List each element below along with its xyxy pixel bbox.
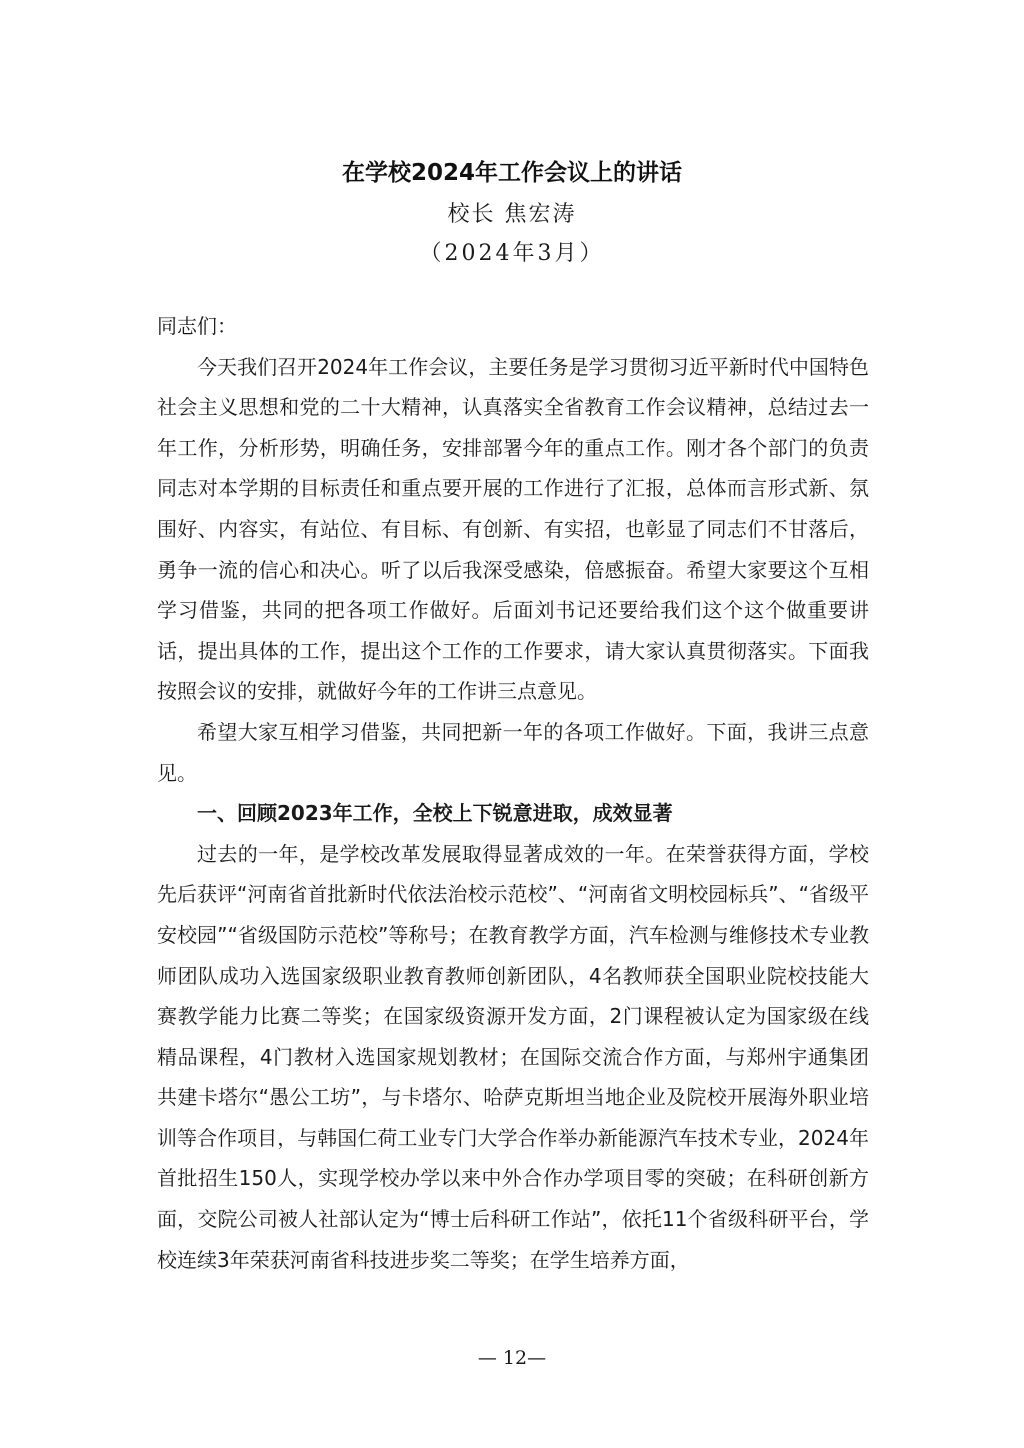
speech-date: （2024年3月） — [419, 241, 605, 266]
page-number: — 12— — [477, 1347, 547, 1369]
salutation: 同志们： — [157, 314, 237, 338]
speech-body — [157, 306, 869, 1280]
body-paragraph-1: 今天我们召开2024年工作会议，主要任务是学习贯彻习近平新时代中国特色社会主义思想和党的二十大精神，认真落实全省教育工作会议精神，总结过去一年工作，分析形势，明确任务，安排部署今年的重点工作。刚才各个部门的负责同志对本学期的目标责任和重点要开展的工作进行了汇报，总体而言形式新、氛围好、内容实，有站位、有目标、有创新、有实招，也彰显了同志们不甘落后，勇争一流的信心和决心。听了以后我深受感染，倍感振奋。希望大家要这个互相学习借鉴，共同的把各项工作做好。后面刘书记还要给我们这个这个做重要讲话，提出具体的工作，提出这个工作的工作要求，请大家认真贯彻落实。下面我按照会议的安排，就做好今年的工作讲三点意见。 — [157, 354, 869, 704]
section-heading: 一、回顾2023年工作，全校上下锐意进取，成效显著 — [197, 801, 673, 826]
section-paragraph: 过去的一年，是学校改革发展取得显著成效的一年。在荣誉获得方面，学校先后获评“河南省首批新时代依法治校示范校”、“河南省文明校园标兵”、“省级平安校园”“省级国防示范校”等称号；在教育教学方面，汽车检测与维修技术专业教师团队成功入选国家级职业教育教师创新团队，4名教师获全国职业院校技能大赛教学能力比赛二等奖；在国家级资源开发方面，2门课程被认定为国家级在线精品课程，4门教材入选国家规划教材；在国际交流合作方面，与郑州宇通集团共建卡塔尔“愚公工坊”，与卡塔尔、哈萨克斯坦当地企业及院校开展海外职业培训等合作项目，与韩国仁荷工业专门大学合作举办新能源汽车技术专业，2024年首批招生150人，实现学校办学以来中外合作办学项目零的突破；在科研创新方面，交院公司被人社部认定为“博士后科研工作站”，依托11个省级科研平台，学校连续3年荣获河南省科技进步奖二等奖；在学生培养方面， — [157, 841, 869, 1272]
speech-title: 在学校2024年工作会议上的讲话 — [341, 160, 682, 186]
body-paragraph-2: 希望大家互相学习借鉴，共同把新一年的各项工作做好。下面，我讲三点意见。 — [157, 719, 869, 785]
speaker-name: 校长 焦宏涛 — [447, 202, 577, 227]
